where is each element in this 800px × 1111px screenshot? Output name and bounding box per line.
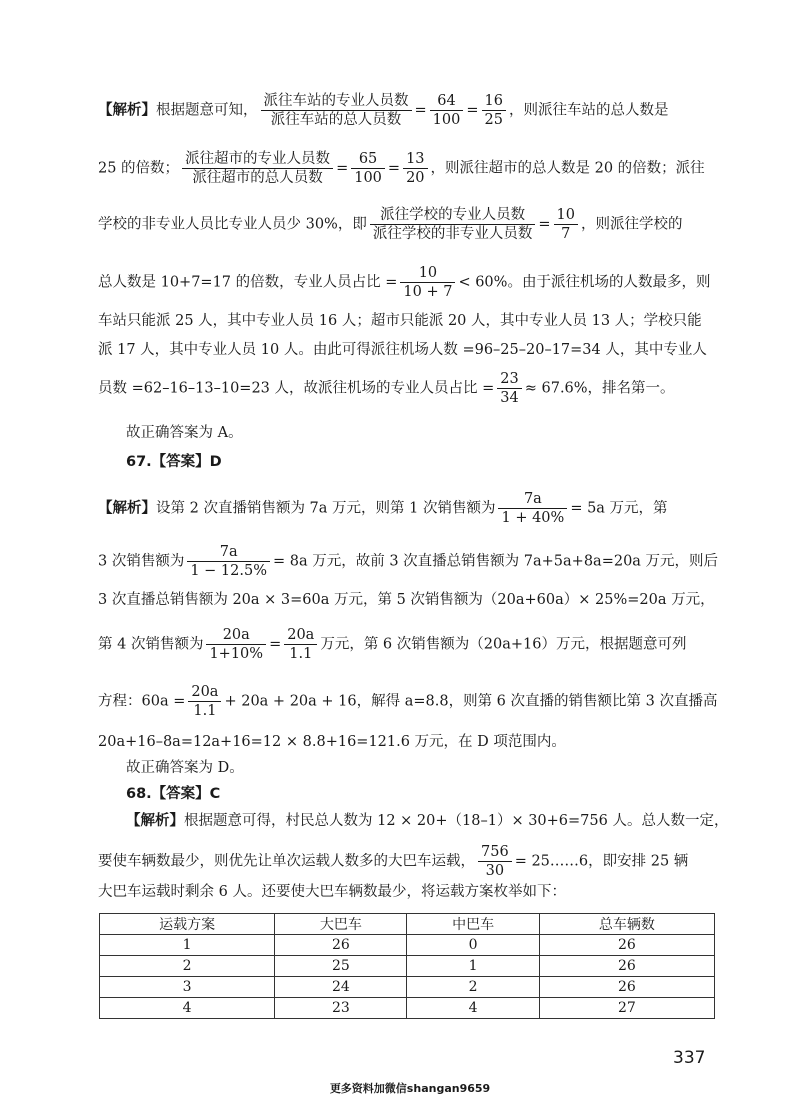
- q66-line-2: 25 的倍数； $\frac{\text{派往超市的专业人员数}}{\text{派往超市的总人员数}}$ = $\frac{65}{100}$ = $\frac{13}{20}$ ，则派往超市的总人数是 20 的倍数；派往: [98, 151, 705, 186]
- table-cell: 4: [100, 998, 275, 1019]
- footer-text: 更多资料加微信shangan9659: [329, 1082, 491, 1095]
- table-cell: 4: [407, 998, 539, 1019]
- q67-conclusion: 故正确答案为 D。: [126, 760, 244, 776]
- table-cell: 0: [407, 935, 539, 956]
- q66-line-3: 学校的非专业人员比专业人员少 30%，即 $\frac{\text{派往学校的专业人员数}}{\text{派往学校的非专业人员数}}$ = $\frac{10}{7}$ ，则派往学校的: [98, 207, 683, 242]
- table-cell: 26: [275, 935, 407, 956]
- q68-analysis-label: 【解析】: [126, 813, 184, 829]
- q67-answer-line: 67.【答案】D: [126, 454, 222, 470]
- q66-fraction-65-100: $\frac{65}{100}$: [351, 150, 385, 187]
- q67-line-5: 方程：60a = $\frac{20a}{1.1}$ + 20a + 20a + 16，解得 a=8.8，则第 6 次直播的销售额比第 3 次直播高: [98, 684, 718, 719]
- table-cell: 24: [275, 977, 407, 998]
- q66-fraction-23-34: $\frac{23}{34}$: [497, 370, 521, 407]
- q66-line-5: 车站只能派 25 人，其中专业人员 16 人；超市只能派 20 人，其中专业人员 13 人；学校只能: [98, 313, 702, 329]
- table-cell: 2: [100, 956, 275, 977]
- table-cell: 3: [100, 977, 275, 998]
- q66-line-7: 员数 =62–16–13–10=23 人，故派往机场的专业人员占比 = $\frac{23}{34}$ ≈ 67.6%，排名第一。: [98, 371, 675, 406]
- table-cell: 26: [539, 977, 714, 998]
- q66-fraction-64-100: $\frac{64}{100}$: [430, 92, 464, 129]
- q67-analysis-label: 【解析】: [98, 500, 156, 517]
- q67-fraction-7a-140: $\frac{7a}{1 + 40\%}$: [498, 490, 567, 527]
- table-row: [100, 998, 715, 1019]
- q67-fraction-7a-875: $\frac{7a}{1 - 12.5\%}$: [187, 543, 270, 580]
- table-cell: 27: [539, 998, 714, 1019]
- q66-fraction-16-25: $\frac{16}{25}$: [482, 92, 506, 129]
- table-cell: 25: [275, 956, 407, 977]
- q66-analysis-label: 【解析】: [98, 102, 156, 119]
- q66-fraction-10-17: $\frac{10}{10 + 7}$: [400, 264, 455, 301]
- q67-fraction-20a-110: $\frac{20a}{1+10\%}$: [206, 626, 266, 663]
- q66-conclusion: 故正确答案为 A。: [126, 425, 243, 441]
- table-row: [100, 956, 715, 977]
- table-header: 运载方案: [100, 914, 275, 935]
- q67-fraction-equation: $\frac{20a}{1.1}$: [188, 683, 221, 720]
- q66-line-1: 【解析】根据题意可知， $\frac{\text{派往车站的专业人员数}}{\text{派往车站的总人员数}}$ = $\frac{64}{100}$ = $\frac{16}{25}$ ，则派往车站的总人数是: [98, 93, 669, 128]
- table-cell: 26: [539, 935, 714, 956]
- table-cell: 2: [407, 977, 539, 998]
- q68-line-2: 要使车辆数最少，则优先让单次运载人数多的大巴车运载， $\frac{756}{30}$ = 25……6，即安排 25 辆: [98, 844, 689, 879]
- transport-plan-table: [99, 913, 715, 1019]
- table-header: 大巴车: [275, 914, 407, 935]
- q67-line-6: 20a+16–8a=12a+16=12 × 8.8+16=121.6 万元，在 D 项范围内。: [98, 734, 566, 750]
- q67-line-3: 3 次直播总销售额为 20a × 3=60a 万元，第 5 次销售额为（20a+60a）× 25%=20a 万元，: [98, 592, 715, 608]
- q67-line-4: 第 4 次销售额为 $\frac{20a}{1+10\%}$ = $\frac{20a}{1.1}$ 万元，第 6 次销售额为（20a+16）万元，根据题意可列: [98, 627, 687, 662]
- table-header: 总车辆数: [539, 914, 714, 935]
- table-cell: 1: [407, 956, 539, 977]
- q68-line-1: 【解析】根据题意可得，村民总人数为 12 × 20+（18–1）× 30+6=756 人。总人数一定，: [126, 813, 729, 829]
- table-header-row: [100, 914, 715, 935]
- q66-fraction-13-20: $\frac{13}{20}$: [403, 150, 427, 187]
- q66-fraction-market-ratio: $\frac{\text{派往超市的专业人员数}}{\text{派往超市的总人员数}}$: [182, 150, 333, 187]
- q68-fraction-756-30: $\frac{756}{30}$: [478, 843, 512, 880]
- q66-line-4: 总人数是 10+7=17 的倍数，专业人员占比 = $\frac{10}{10 + 7}$ < 60%。由于派往机场的人数最多，则: [98, 265, 711, 300]
- table-cell: 23: [275, 998, 407, 1019]
- table-cell: 1: [100, 935, 275, 956]
- q66-fraction-school-ratio: $\frac{\text{派往学校的专业人员数}}{\text{派往学校的非专业人员数}}$: [370, 206, 536, 243]
- q67-line-2: 3 次销售额为 $\frac{7a}{1 - 12.5\%}$ = 8a 万元，故前 3 次直播总销售额为 7a+5a+8a=20a 万元，则后: [98, 544, 719, 579]
- page-number: 337: [673, 1048, 706, 1068]
- q66-fraction-10-7: $\frac{10}{7}$: [554, 206, 578, 243]
- q66-fraction-station-ratio: $\frac{\text{派往车站的专业人员数}}{\text{派往车站的总人员数}}$: [261, 92, 412, 129]
- q67-fraction-20a-11: $\frac{20a}{1.1}$: [284, 626, 317, 663]
- q67-line-1: 【解析】设第 2 次直播销售额为 7a 万元，则第 1 次销售额为 $\frac{7a}{1 + 40\%}$ = 5a 万元，第: [98, 491, 668, 526]
- q68-answer-line: 68.【答案】C: [126, 786, 221, 802]
- table-row: [100, 935, 715, 956]
- q68-line-3: 大巴车运载时剩余 6 人。还要使大巴车辆数最少，将运载方案枚举如下：: [98, 884, 566, 900]
- table-header: 中巴车: [407, 914, 539, 935]
- table-row: [100, 977, 715, 998]
- table-cell: 26: [539, 956, 714, 977]
- q66-line-6: 派 17 人，其中专业人员 10 人。由此可得派往机场人数 =96–25–20–17=34 人，其中专业人: [98, 342, 707, 358]
